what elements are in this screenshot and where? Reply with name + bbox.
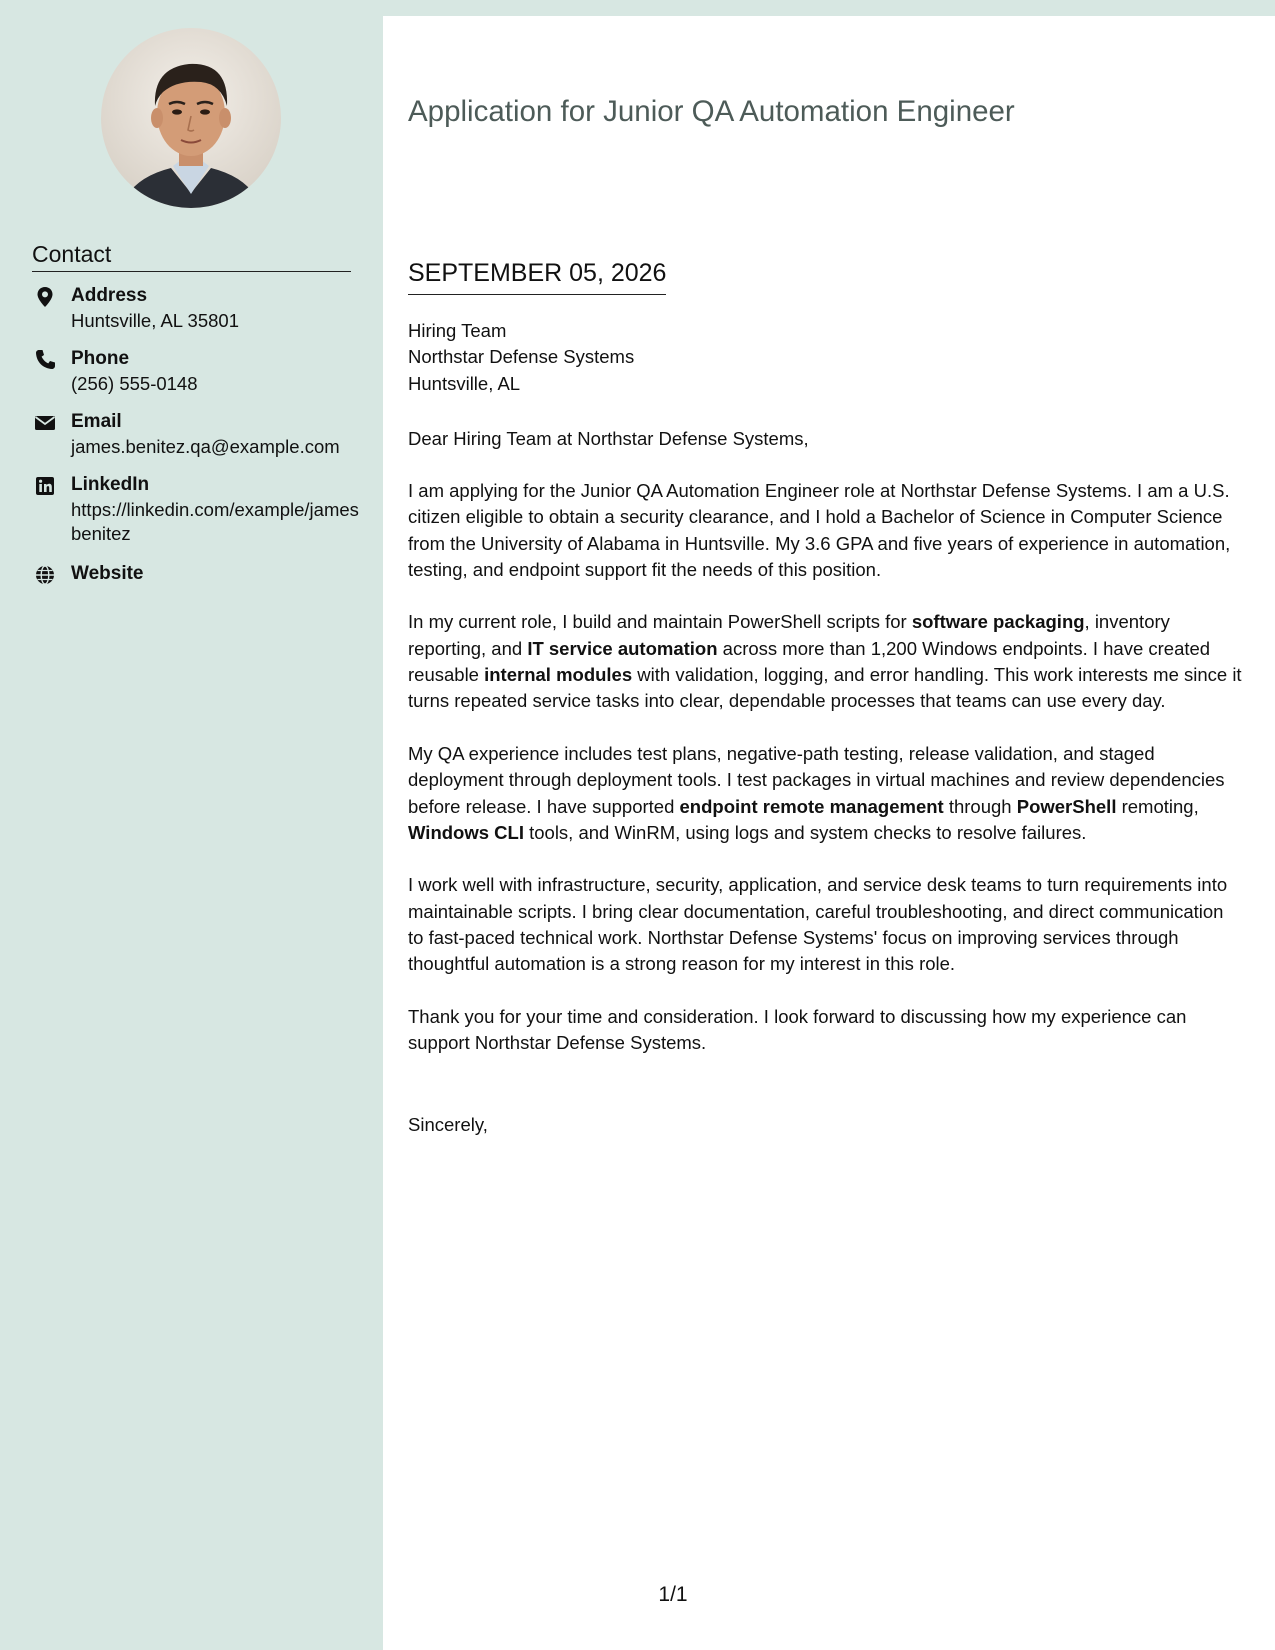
linkedin-icon xyxy=(32,473,58,499)
emphasized-text: PowerShell xyxy=(1016,795,1117,817)
paragraph-text: remoting, xyxy=(1116,795,1199,817)
letter-paragraphs xyxy=(408,478,1243,1083)
paragraph-text: with validation, logging, and error handling. This work interests me since it turns repeated service tasks into clear, dependable processes that teams can use every day. xyxy=(408,664,1242,712)
sidebar xyxy=(0,0,383,1650)
contact-website-label: Website xyxy=(71,563,144,584)
paragraph-text: through xyxy=(943,795,1017,817)
salutation: Dear Hiring Team at Northstar Defense Systems, xyxy=(408,428,809,449)
contact-linkedin-value[interactable]: https://linkedin.com/example/jamesbenitez xyxy=(71,499,359,544)
page-number: 1/1 xyxy=(658,1583,688,1606)
contact-phone-label: Phone xyxy=(71,348,130,369)
contact-linkedin-label: LinkedIn xyxy=(71,474,150,495)
contact-phone-value: (256) 555-0148 xyxy=(71,373,198,394)
paragraph-text: Thank you for your time and consideration. I look forward to discussing how my experience can support Northstar Defense Systems. xyxy=(408,1005,1187,1054)
letter-paragraph xyxy=(408,741,1243,846)
letter-title: Application for Junior QA Automation Engineer xyxy=(408,95,1015,128)
paragraph-text: I am applying for the Junior QA Automation Engineer role at Northstar Defense Systems. I am a U.S. citizen eligible to obtain a security clearance, and I hold a Bachelor of Science in Computer Science from the University of Alabama in Huntsville. My 3.6 GPA and five years of experience in automation, testing, and endpoint support fit the needs of this position. xyxy=(408,480,1231,580)
emphasized-text: Windows CLI xyxy=(408,821,524,843)
paragraph-text: across more than 1,200 Windows endpoints. I have created reusable xyxy=(408,637,1211,686)
recipient-address xyxy=(408,318,634,397)
paragraph-text: tools, and WinRM, using logs and system checks to resolve failures. xyxy=(523,821,1087,843)
letter-date: SEPTEMBER 05, 2026 xyxy=(408,258,666,295)
letter-paragraph xyxy=(408,1004,1243,1057)
recipient-line: Hiring Team xyxy=(408,320,507,341)
contact-address-label: Address xyxy=(71,285,148,306)
paragraph-text: In my current role, I build and maintain PowerShell scripts for xyxy=(408,611,912,633)
letter-paragraph xyxy=(408,609,1243,714)
contact-email-value[interactable]: james.benitez.qa@example.com xyxy=(71,436,340,457)
map-pin-icon xyxy=(32,284,58,310)
envelope-icon xyxy=(32,410,58,436)
profile-photo xyxy=(101,28,281,208)
letter-paragraph xyxy=(408,872,1243,977)
contact-heading: Contact xyxy=(32,240,351,272)
paragraph-text: , inventory reporting, and xyxy=(408,611,1170,659)
emphasized-text: software packaging xyxy=(911,611,1085,633)
emphasized-text: internal modules xyxy=(484,664,633,686)
recipient-line: Northstar Defense Systems xyxy=(408,346,635,368)
emphasized-text: IT service automation xyxy=(527,637,718,659)
letter-body xyxy=(383,16,1275,1650)
paragraph-text: I work well with infrastructure, security, application, and service desk teams to turn requirements into maintainable scripts. I bring clear documentation, careful troubleshooting, and direct communication to fast-paced technical work. Northstar Defense Systems' focus on improving services through thoughtful automation is a strong reason for my interest in this role. xyxy=(408,874,1228,975)
signoff: Sincerely, xyxy=(408,1114,488,1135)
contact-address-value: Huntsville, AL 35801 xyxy=(71,310,239,331)
contact-email-label: Email xyxy=(71,411,122,432)
globe-icon xyxy=(32,562,58,588)
letter-paragraph xyxy=(408,478,1243,583)
emphasized-text: endpoint remote management xyxy=(679,795,944,817)
paragraph-text: My QA experience includes test plans, negative-path testing, release validation, and staged deployment through deployment tools. I test packages in virtual machines and review dependencies before release. I have supported xyxy=(408,742,1225,817)
phone-icon xyxy=(32,347,58,373)
recipient-line: Huntsville, AL xyxy=(408,372,521,394)
